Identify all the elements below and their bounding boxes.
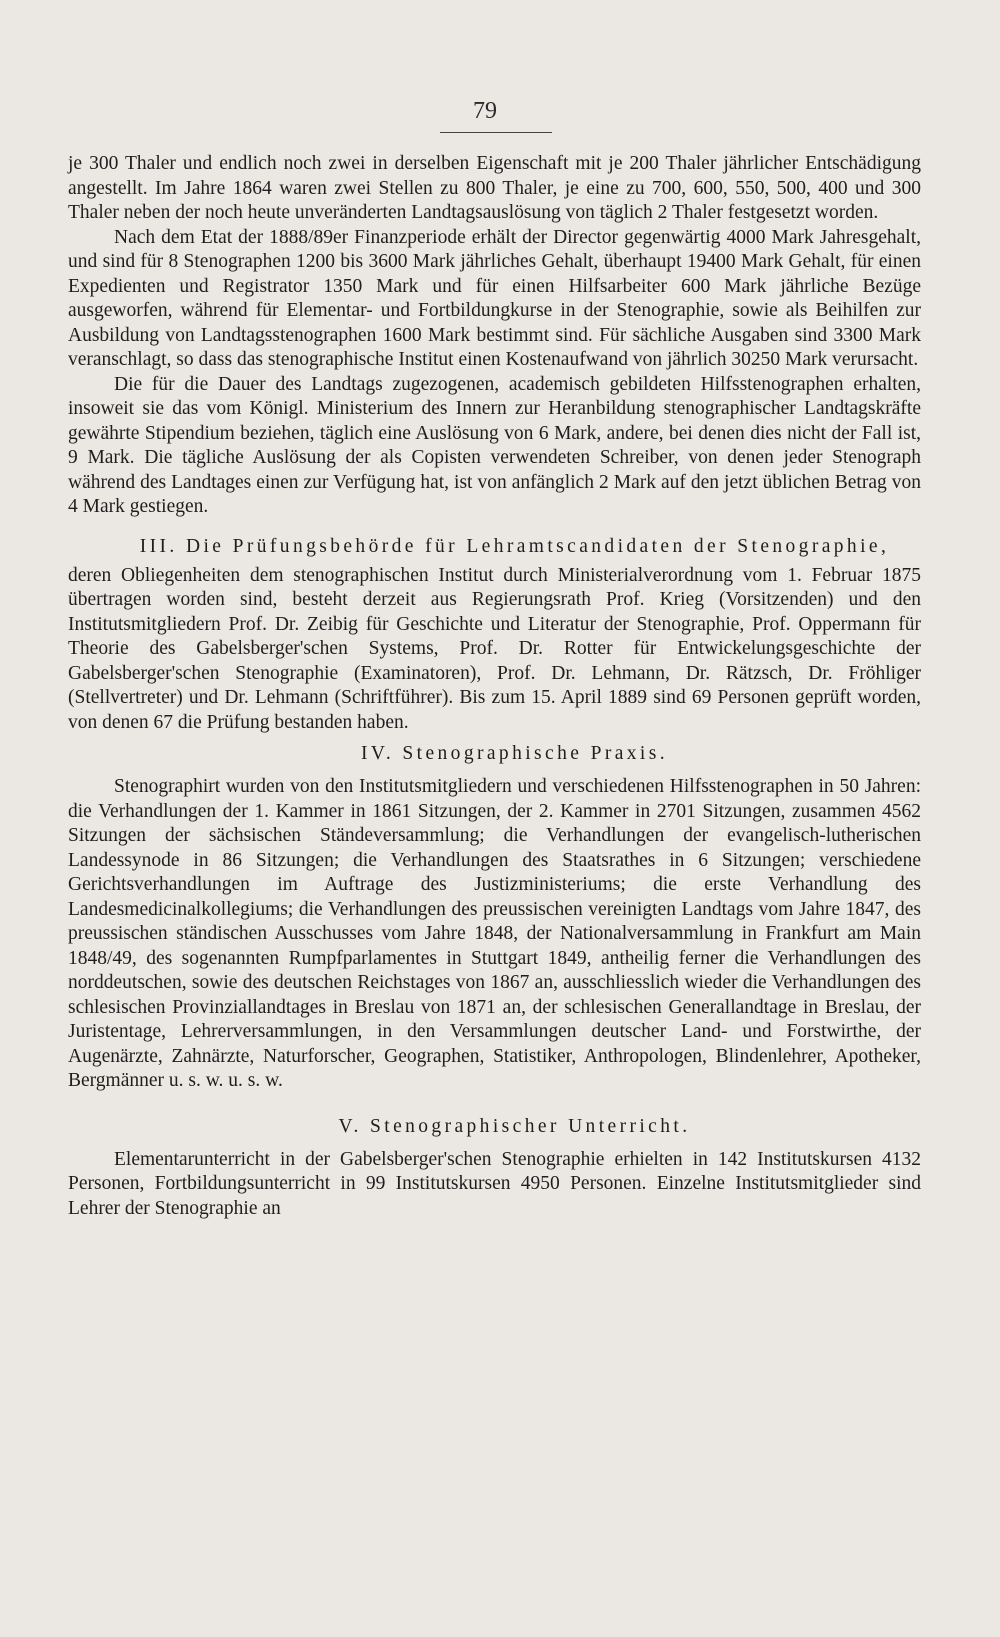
paragraph-praxis: Stenographirt wurden von den Institutsmitgliedern und verschiedenen Hilfsstenographen in 50 Jahren: die Verhandlungen der 1. Kammer in 1861 Sitzungen, der 2. Kammer in 2701 Sitzungen, zusammen 4562 Sitzungen der sächsischen Ständeversammlung; die Verhandlungen der evangelisch-lutherischen Landessynode in 86 Sitzungen; die Verhandlungen des Staatsrathes in 6 Sitzungen; verschiedene Gerichtsverhandlungen im Auftrage des Justizministeriums; die erste Verhandlung des Landesmedicinalkollegiums; die Verhandlungen des preussischen vereinigten Landtags vom Jahre 1847, des preussischen ständischen Ausschusses vom Jahre 1848, der Nationalversammlung in Frankfurt am Main 1848/49, des sogenannten Rumpfparlamentes in Stuttgart 1849, antheilig ferner die Verhandlungen des norddeutschen, sowie des deutschen Reichstages von 1867 an, ausschliesslich wieder die Verhandlungen des schlesischen Provinziallandtages in Breslau von 1871 an, der schlesischen Generallandtage in Breslau, der Juristentage, Lehrerversammlungen, in den Versammlungen deutscher Land- und Forstwirthe, der Augenärzte, Zahnärzte, Naturforscher, Geographen, Statistiker, Anthropologen, Blindenlehrer, Apotheker, Bergmänner u. s. w. u. s. w. bbox=[68, 776, 921, 1091]
page-number: 79 bbox=[473, 98, 497, 124]
section-heading-iv: IV. Stenographische Praxis. bbox=[361, 743, 668, 764]
paragraph-pruefungsbehoerde: deren Obliegenheiten dem stenographischen Institut durch Ministerialverordnung vom 1. Februar 1875 übertragen worden sind, besteht derzeit aus Regierungsrath Prof. Krieg (Vorsitzenden) und den Institutsmitgliedern Prof. Dr. Zeibig für Geschichte und Literatur der Stenographie, Prof. Oppermann für Theorie des Gabelsberger'schen Systems, Prof. Dr. Rotter für Entwickelungsgeschichte der Gabelsberger'schen Stenographie (Examinatoren), Prof. Dr. Lehmann, Dr. Rätzsch, Dr. Fröhliger (Stellvertreter) und Dr. Lehmann (Schriftführer). Bis zum 15. April 1889 sind 69 Personen geprüft worden, von denen 67 die Prüfung bestanden haben. bbox=[68, 564, 921, 733]
section-heading-iii: III. Die Prüfungsbehörde für Lehramtscandidaten der Stenographie, bbox=[139, 535, 890, 557]
paragraph-unterricht: Elementarunterricht in der Gabelsberger'schen Stenographie erhielten in 142 Institutskursen 4132 Personen, Fortbildungsunterricht in 99 Institutskursen 4950 Personen. Einzelne Institutsmitglieder sind Lehrer der Stenographie an bbox=[68, 1148, 921, 1219]
body-text bbox=[68, 152, 921, 1221]
page-number-rule bbox=[440, 132, 552, 133]
section-heading-v: V. Stenographischer Unterricht. bbox=[338, 1115, 691, 1137]
paragraph-etat: Nach dem Etat der 1888/89er Finanzperiode erhält der Director gegenwärtig 4000 Mark Jahresgehalt, und sind für 8 Stenographen 1200 bis 3600 Mark jährliches Gehalt, überhaupt 19400 Mark Gehalt, für einen Expedienten und Registrator 1350 Mark und für einen Hilfsarbeiter 600 Mark jährliche Bezüge ausgeworfen, während für Elementar- und Fortbildungkurse in der Stenographie, sowie als Beihilfen zur Ausbildung von Landtagsstenographen 1600 Mark bestimmt sind. Für sächliche Ausgaben sind 3300 Mark veranschlagt, so dass das stenographische Institut einen Kostenaufwand von jährlich 30250 Mark verursacht. bbox=[68, 226, 921, 370]
paragraph-hilfsstenographen: Die für die Dauer des Landtags zugezogenen, academisch gebildeten Hilfsstenographen erhalten, insoweit sie das vom Königl. Ministerium des Innern zur Heranbildung stenographischer Landtagskräfte gewährte Stipendium beziehen, täglich eine Auslösung von 6 Mark, andere, bei denen dies nicht der Fall ist, 9 Mark. Die tägliche Auslösung der als Copisten verwendeten Schreiber, von denen jeder Stenograph während des Landtages einen zur Verfügung hat, ist von anfänglich 2 Mark auf den jetzt üblichen Betrag von 4 Mark gestiegen. bbox=[68, 373, 921, 517]
paragraph-continuation: je 300 Thaler und endlich noch zwei in derselben Eigenschaft mit je 200 Thaler jährlicher Entschädigung angestellt. Im Jahre 1864 waren zwei Stellen zu 800 Thaler, je eine zu 700, 600, 550, 500, 400 und 300 Thaler neben der noch heute unveränderten Landtagsauslösung von täglich 2 Thaler festgesetzt worden. bbox=[68, 153, 921, 223]
